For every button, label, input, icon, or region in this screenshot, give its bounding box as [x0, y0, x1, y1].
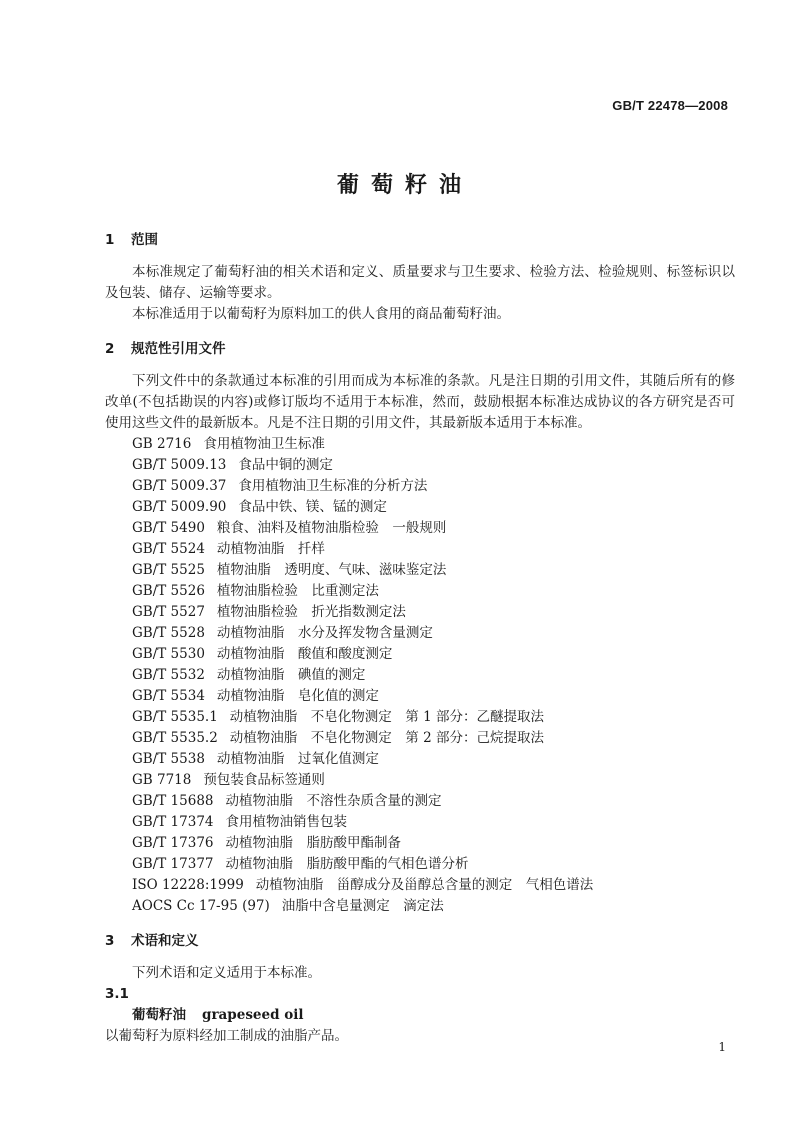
reference-code: GB/T 17377	[132, 856, 214, 872]
reference-title: 食品中铜的测定	[238, 457, 333, 473]
reference-item	[105, 665, 735, 686]
document-body	[105, 230, 735, 1047]
section-2-number: 2	[105, 341, 115, 357]
reference-title: 植物油脂 透明度、气味、滋味鉴定法	[216, 562, 447, 578]
reference-item	[105, 581, 735, 602]
reference-title: 动植物油脂 不皂化物测定 第 1 部分：乙醚提取法	[229, 709, 544, 725]
reference-code: GB/T 5524	[132, 541, 205, 557]
reference-item	[105, 434, 735, 455]
reference-item	[105, 539, 735, 560]
reference-item	[105, 686, 735, 707]
reference-item	[105, 707, 735, 728]
reference-code: GB/T 5532	[132, 667, 205, 683]
section-1-heading	[105, 230, 735, 251]
reference-title: 动植物油脂 皂化值的测定	[216, 688, 379, 704]
reference-item	[105, 749, 735, 770]
reference-item	[105, 728, 735, 749]
reference-title: 植物油脂检验 比重测定法	[216, 583, 379, 599]
reference-code: AOCS Cc 17-95 (97)	[132, 898, 270, 914]
reference-title: 食用植物油卫生标准的分析方法	[238, 478, 428, 494]
reference-title: 粮食、油料及植物油脂检验 一般规则	[216, 520, 447, 536]
reference-title: 动植物油脂 酸值和酸度测定	[216, 646, 393, 662]
reference-title: 动植物油脂 过氧化值测定	[216, 751, 379, 767]
reference-item	[105, 875, 735, 896]
reference-title: 动植物油脂 水分及挥发物含量测定	[216, 625, 433, 641]
section-3-heading	[105, 931, 735, 952]
reference-title: 动植物油脂 不溶性杂质含量的测定	[225, 793, 442, 809]
reference-code: GB/T 5527	[132, 604, 205, 620]
reference-code: ISO 12228:1999	[132, 877, 244, 893]
reference-code: GB/T 5535.2	[132, 730, 218, 746]
reference-item	[105, 602, 735, 623]
page-number: 1	[718, 1040, 726, 1054]
section-2-title: 规范性引用文件	[131, 341, 226, 357]
section-1-paragraph-1: 本标准规定了葡萄籽油的相关术语和定义、质量要求与卫生要求、检验方法、检验规则、标签标识以及包装、储存、运输等要求。	[105, 264, 735, 301]
reference-title: 油脂中含皂量测定 滴定法	[281, 898, 444, 914]
reference-code: GB/T 5538	[132, 751, 205, 767]
reference-item	[105, 791, 735, 812]
term-3-1-number: 3.1	[105, 986, 129, 1002]
term-3-1	[105, 1005, 735, 1026]
reference-code: GB/T 5530	[132, 646, 205, 662]
reference-item	[105, 833, 735, 854]
reference-title: 动植物油脂 碘值的测定	[216, 667, 366, 683]
reference-item	[105, 518, 735, 539]
reference-item	[105, 497, 735, 518]
term-3-1-chinese: 葡萄籽油	[132, 1007, 186, 1023]
term-3-1-english: grapeseed oil	[202, 1007, 304, 1023]
reference-code: GB/T 17376	[132, 835, 214, 851]
reference-title: 食用植物油卫生标准	[203, 436, 325, 452]
reference-item	[105, 896, 735, 917]
reference-item	[105, 560, 735, 581]
section-1-number: 1	[105, 232, 115, 248]
reference-title: 食品中铁、镁、锰的测定	[238, 499, 387, 515]
section-2-heading	[105, 339, 735, 360]
document-title: 葡萄籽油	[336, 173, 473, 198]
reference-item	[105, 644, 735, 665]
section-3-number: 3	[105, 933, 115, 949]
reference-title: 食用植物油销售包装	[225, 814, 347, 830]
reference-code: GB/T 5009.13	[132, 457, 227, 473]
term-3-1-definition: 以葡萄籽为原料经加工制成的油脂产品。	[105, 1028, 348, 1044]
reference-list	[105, 434, 735, 917]
reference-title: 动植物油脂 脂肪酸甲酯制备	[225, 835, 401, 851]
reference-code: GB/T 5490	[132, 520, 205, 536]
reference-item	[105, 854, 735, 875]
section-3-title: 术语和定义	[131, 933, 199, 949]
reference-title: 动植物油脂 甾醇成分及甾醇总含量的测定 气相色谱法	[255, 877, 594, 893]
section-1-title: 范围	[131, 232, 158, 248]
section-2-intro: 下列文件中的条款通过本标准的引用而成为本标准的条款。凡是注日期的引用文件，其随后所有的修改单(不包括勘误的内容)或修订版均不适用于本标准，然而，鼓励根据本标准达成协议的各方研究是否可使用这些文件的最新版本。凡是不注日期的引用文件，其最新版本适用于本标准。	[105, 373, 735, 431]
reference-code: GB 2716	[132, 436, 192, 452]
reference-code: GB/T 5009.37	[132, 478, 227, 494]
reference-code: GB/T 15688	[132, 793, 214, 809]
reference-code: GB/T 5526	[132, 583, 205, 599]
reference-item	[105, 812, 735, 833]
reference-item	[105, 770, 735, 791]
reference-item	[105, 455, 735, 476]
reference-title: 植物油脂检验 折光指数测定法	[216, 604, 406, 620]
reference-title: 动植物油脂 脂肪酸甲酯的气相色谱分析	[225, 856, 469, 872]
reference-code: GB/T 5535.1	[132, 709, 218, 725]
reference-code: GB/T 5009.90	[132, 499, 227, 515]
reference-code: GB 7718	[132, 772, 192, 788]
reference-item	[105, 476, 735, 497]
section-3-intro: 下列术语和定义适用于本标准。	[132, 965, 321, 981]
reference-code: GB/T 5528	[132, 625, 205, 641]
reference-code: GB/T 17374	[132, 814, 214, 830]
reference-title: 动植物油脂 不皂化物测定 第 2 部分：己烷提取法	[229, 730, 544, 746]
reference-title: 预包装食品标签通则	[203, 772, 325, 788]
reference-title: 动植物油脂 扦样	[216, 541, 325, 557]
standard-code: GB/T 22478—2008	[612, 98, 728, 113]
section-1-paragraph-2: 本标准适用于以葡萄籽为原料加工的供人食用的商品葡萄籽油。	[132, 306, 510, 322]
reference-code: GB/T 5525	[132, 562, 205, 578]
reference-item	[105, 623, 735, 644]
reference-code: GB/T 5534	[132, 688, 205, 704]
